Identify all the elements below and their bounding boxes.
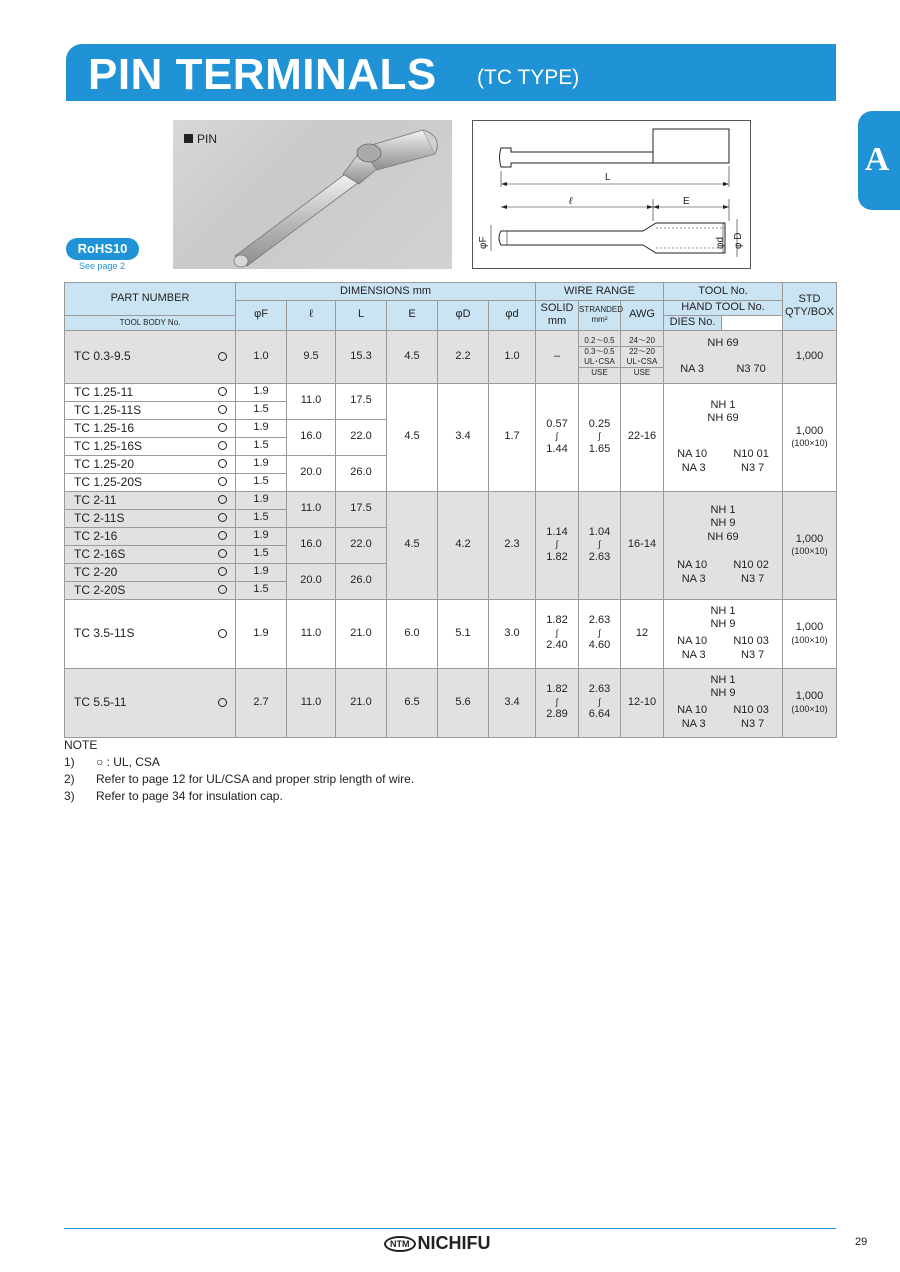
hand-tool: NH 9 xyxy=(710,618,736,631)
cell-E: 6.0 xyxy=(387,599,438,668)
hand-tool: NH 1 xyxy=(710,503,736,516)
note-number: 1) xyxy=(64,755,75,769)
part-number xyxy=(65,437,236,455)
stranded-min: 2.63 xyxy=(588,614,611,627)
tool-die-pair xyxy=(664,462,782,476)
cell-F: 1.0 xyxy=(236,330,287,383)
cell-F: 2.7 xyxy=(236,668,287,737)
header-dies: DIES No. xyxy=(664,315,722,330)
part-number-text: TC 2-16S xyxy=(74,546,126,561)
cell-tools xyxy=(664,491,783,599)
tool-body: NA 3 xyxy=(681,461,706,474)
header-phiD: φD xyxy=(438,301,489,331)
stranded-ul-range: 0.3〜0.5 xyxy=(579,346,620,357)
brand-name: NICHIFU xyxy=(417,1233,491,1253)
table-row xyxy=(65,668,837,737)
note-text: Refer to page 12 for UL/CSA and proper strip length of wire. xyxy=(96,772,415,786)
cell-qty xyxy=(783,668,837,737)
ul-csa-mark-icon xyxy=(218,459,227,468)
tool-body: NA 3 xyxy=(681,648,706,661)
header-stranded xyxy=(579,301,624,331)
solid-min: 1.82 xyxy=(546,614,568,627)
cell-qty xyxy=(783,491,837,599)
cell-E: 4.5 xyxy=(387,330,438,383)
cell-solid xyxy=(536,668,579,737)
note-text: ○ : UL, CSA xyxy=(96,755,160,769)
brand-mark: NTM xyxy=(384,1236,416,1252)
dim-d-label: φd xyxy=(715,236,726,249)
rohs-badge: RoHS10 xyxy=(66,238,139,260)
cell-l: 11.0 xyxy=(287,599,336,668)
header-solid xyxy=(536,301,579,331)
hand-tool: NH 1 xyxy=(710,398,736,411)
cell-F: 1.9 xyxy=(236,527,287,545)
dies: N10 02 xyxy=(733,558,769,571)
cell-F: 1.9 xyxy=(236,599,287,668)
cell-l: 20.0 xyxy=(287,455,336,491)
note-number: 2) xyxy=(64,772,75,786)
dim-F-label: φF xyxy=(478,236,489,249)
tool-die-pair xyxy=(664,573,782,587)
range-mark: ∫ xyxy=(555,431,559,442)
cell-stranded xyxy=(579,668,621,737)
part-number-text: TC 2-20S xyxy=(74,582,126,597)
cell-L: 15.3 xyxy=(336,330,387,383)
cell-tools xyxy=(664,668,783,737)
page-number: 29 xyxy=(855,1236,868,1248)
page-subtitle: (TC TYPE) xyxy=(477,66,580,89)
technical-drawing xyxy=(472,120,751,269)
cell-stranded xyxy=(579,599,621,668)
part-number xyxy=(65,581,236,599)
cell-d: 1.7 xyxy=(489,383,536,491)
cell-stranded xyxy=(579,330,621,383)
part-number xyxy=(65,668,236,737)
dies: N10 03 xyxy=(733,635,769,647)
cell-l: 16.0 xyxy=(287,419,336,455)
hand-tool: NH 9 xyxy=(710,517,736,530)
rohs-note[interactable]: See page 2 xyxy=(79,261,126,271)
part-number xyxy=(65,545,236,563)
part-number xyxy=(65,491,236,509)
cell-stranded xyxy=(579,383,621,491)
part-number-text: TC 1.25-20S xyxy=(74,474,143,489)
part-number xyxy=(65,563,236,581)
part-number xyxy=(65,330,236,383)
ul-csa-mark-icon xyxy=(218,387,227,396)
cell-F: 1.9 xyxy=(236,383,287,401)
cell-awg: 16-14 xyxy=(621,491,664,599)
awg-ul-label: UL･CSA xyxy=(626,356,658,366)
dies: N3 7 xyxy=(741,717,765,730)
cell-l: 20.0 xyxy=(287,563,336,599)
tool-body: NA 3 xyxy=(681,717,706,730)
cell-F: 1.5 xyxy=(236,437,287,455)
cell-solid xyxy=(536,383,579,491)
cell-d: 3.4 xyxy=(489,668,536,737)
dim-L-label: L xyxy=(605,172,611,183)
stranded-min: 1.04 xyxy=(588,525,611,538)
cell-D: 2.2 xyxy=(438,330,489,383)
part-number xyxy=(65,401,236,419)
dies: N3 7 xyxy=(741,461,765,474)
cell-qty xyxy=(783,599,837,668)
range-mark: ∫ xyxy=(555,696,559,707)
brand-logo xyxy=(384,1233,491,1254)
photo-label xyxy=(184,132,217,146)
tool-body: NA 10 xyxy=(677,704,708,716)
header-E: E xyxy=(387,301,438,331)
header-part-number: PART NUMBER xyxy=(65,283,236,316)
part-number-text: TC 1.25-16 xyxy=(74,420,135,435)
part-number-text: TC 3.5-11S xyxy=(74,626,135,640)
tool-die-pair xyxy=(664,363,782,377)
part-number-text: TC 1.25-16S xyxy=(74,438,143,453)
header-hand-tool: HAND TOOL No. xyxy=(664,301,783,316)
stranded-max: 4.60 xyxy=(588,639,611,652)
cell-D: 3.4 xyxy=(438,383,489,491)
header-l: ℓ xyxy=(287,301,336,331)
range-mark: ∫ xyxy=(598,539,601,550)
cell-solid: – xyxy=(536,330,579,383)
cell-L: 22.0 xyxy=(336,419,387,455)
tool-die-pair xyxy=(664,704,782,718)
part-number xyxy=(65,419,236,437)
cell-F: 1.5 xyxy=(236,401,287,419)
awg-use-label: USE xyxy=(621,367,663,378)
note-item xyxy=(64,754,414,771)
hand-tool: NH 69 xyxy=(707,412,739,425)
header-phiF: φF xyxy=(236,301,287,331)
cell-L: 26.0 xyxy=(336,563,387,599)
cell-E: 4.5 xyxy=(387,491,438,599)
cell-E: 4.5 xyxy=(387,383,438,491)
note-text: Refer to page 34 for insulation cap. xyxy=(96,789,283,803)
stranded-min: 0.25 xyxy=(588,417,611,430)
ul-csa-mark-icon xyxy=(218,477,227,486)
header-qty-box: QTY/BOX xyxy=(785,306,834,319)
dim-l-label: ℓ xyxy=(569,196,573,207)
cell-awg: 12-10 xyxy=(621,668,664,737)
notes xyxy=(64,737,414,805)
table-row xyxy=(65,330,837,383)
part-number xyxy=(65,509,236,527)
cell-D: 5.1 xyxy=(438,599,489,668)
cell-l: 11.0 xyxy=(287,668,336,737)
stranded-use-label: USE xyxy=(579,367,620,378)
cell-awg xyxy=(621,330,664,383)
header-solid-label: SOLID xyxy=(540,301,574,314)
hand-tool: NH 69 xyxy=(707,336,739,349)
cell-L: 17.5 xyxy=(336,491,387,527)
cell-qty: 1,000 xyxy=(783,330,837,383)
header-std-qty xyxy=(783,283,837,331)
dies: N3 70 xyxy=(736,362,766,375)
header-wire-range: WIRE RANGE xyxy=(536,283,664,301)
header-tool-body: TOOL BODY No. xyxy=(65,315,236,330)
notes-title: NOTE xyxy=(64,738,98,752)
ul-csa-mark-icon xyxy=(218,405,227,414)
cell-F: 1.9 xyxy=(236,563,287,581)
note-number: 3) xyxy=(64,789,75,803)
solid-min: 1.14 xyxy=(546,525,568,538)
part-number-text: TC 0.3-9.5 xyxy=(74,349,131,363)
cell-F: 1.5 xyxy=(236,545,287,563)
ul-csa-mark-icon xyxy=(218,698,227,707)
qty-pack: (100×10) xyxy=(791,546,828,557)
tool-die-pair xyxy=(664,559,782,573)
stranded-max: 6.64 xyxy=(588,708,611,721)
ul-csa-mark-icon xyxy=(218,495,227,504)
header-phid: φd xyxy=(489,301,536,331)
dim-E-label: E xyxy=(683,196,690,207)
cell-l: 11.0 xyxy=(287,491,336,527)
stranded-max: 1.65 xyxy=(588,442,611,455)
part-number-text: TC 2-20 xyxy=(74,564,118,579)
dies: N10 01 xyxy=(733,448,769,460)
cell-d: 3.0 xyxy=(489,599,536,668)
ul-csa-mark-icon xyxy=(218,531,227,540)
tool-body: NA 3 xyxy=(681,572,706,585)
hand-tool: NH 1 xyxy=(710,673,736,686)
part-number-text: TC 1.25-11 xyxy=(74,384,134,399)
cell-solid xyxy=(536,599,579,668)
ul-csa-mark-icon xyxy=(218,352,227,361)
ul-csa-mark-icon xyxy=(218,585,227,594)
cell-solid xyxy=(536,491,579,599)
part-number xyxy=(65,599,236,668)
tool-die-pair xyxy=(664,718,782,732)
qty: 1,000 xyxy=(795,532,824,545)
header-L: L xyxy=(336,301,387,331)
part-number xyxy=(65,527,236,545)
tool-die-pair xyxy=(664,448,782,462)
header-std: STD xyxy=(798,292,821,305)
header-dimensions: DIMENSIONS mm xyxy=(236,283,536,301)
section-tab-letter: A xyxy=(864,141,890,178)
cell-D: 5.6 xyxy=(438,668,489,737)
cell-L: 21.0 xyxy=(336,599,387,668)
cell-l: 11.0 xyxy=(287,383,336,419)
cell-F: 1.9 xyxy=(236,419,287,437)
tool-body: NA 10 xyxy=(677,558,708,571)
page-title: PIN TERMINALS xyxy=(88,50,437,99)
cell-awg: 22-16 xyxy=(621,383,664,491)
hand-tool: NH 69 xyxy=(707,531,739,544)
header-stranded-label: STRANDED xyxy=(579,305,624,315)
dies: N3 7 xyxy=(741,572,765,585)
part-number-text: TC 2-11S xyxy=(74,510,125,525)
tool-body: NA 10 xyxy=(677,448,708,460)
cell-F: 1.5 xyxy=(236,581,287,599)
cell-L: 26.0 xyxy=(336,455,387,491)
qty-pack: (100×10) xyxy=(791,703,828,714)
cell-L: 17.5 xyxy=(336,383,387,419)
cell-d: 2.3 xyxy=(489,491,536,599)
ul-csa-mark-icon xyxy=(218,441,227,450)
tool-body: NA 3 xyxy=(680,362,705,375)
cell-qty xyxy=(783,383,837,491)
hand-tool: NH 9 xyxy=(710,687,736,700)
solid-min: 1.82 xyxy=(546,683,568,696)
qty: 1,000 xyxy=(795,424,824,437)
hand-tool: NH 1 xyxy=(710,604,736,617)
solid-max: 2.89 xyxy=(546,708,568,721)
note-item xyxy=(64,771,414,788)
range-mark: ∫ xyxy=(598,627,601,638)
part-number xyxy=(65,455,236,473)
dimension-drawing xyxy=(473,121,750,268)
square-bullet-icon xyxy=(184,134,193,143)
cell-F: 1.5 xyxy=(236,509,287,527)
qty-pack: (100×10) xyxy=(791,438,828,449)
cell-awg: 12 xyxy=(621,599,664,668)
solid-max: 1.44 xyxy=(546,442,568,455)
stranded-min: 2.63 xyxy=(588,683,611,696)
header-stranded-unit: mm² xyxy=(591,315,608,325)
cell-D: 4.2 xyxy=(438,491,489,599)
ul-csa-mark-icon xyxy=(218,549,227,558)
cell-l: 16.0 xyxy=(287,527,336,563)
table-row xyxy=(65,491,837,509)
range-mark: ∫ xyxy=(598,431,601,442)
solid-max: 1.82 xyxy=(546,550,568,563)
cell-L: 21.0 xyxy=(336,668,387,737)
dies: N3 7 xyxy=(741,648,765,661)
solid-max: 2.40 xyxy=(546,639,568,652)
dies: N10 03 xyxy=(733,704,769,716)
solid-min: 0.57 xyxy=(546,417,568,430)
cell-F: 1.9 xyxy=(236,491,287,509)
ul-csa-mark-icon xyxy=(218,629,227,638)
awg-ul-range: 22〜20 xyxy=(621,346,663,357)
cell-F: 1.5 xyxy=(236,473,287,491)
stranded-range: 0.2〜0.5 xyxy=(584,335,615,345)
tool-die-pair xyxy=(664,635,782,649)
photo-label-text: PIN xyxy=(197,132,218,146)
part-number-text: TC 1.25-20 xyxy=(74,456,135,471)
cell-F: 1.9 xyxy=(236,455,287,473)
header-awg: AWG xyxy=(621,301,664,331)
range-mark: ∫ xyxy=(555,539,559,550)
awg-range: 24〜20 xyxy=(629,335,655,345)
cell-tools xyxy=(664,383,783,491)
cell-E: 6.5 xyxy=(387,668,438,737)
stranded-max: 2.63 xyxy=(588,550,611,563)
part-number-text: TC 1.25-11S xyxy=(74,402,142,417)
cell-L: 22.0 xyxy=(336,527,387,563)
part-number-text: TC 5.5-11 xyxy=(74,695,127,709)
tool-body: NA 10 xyxy=(677,635,708,647)
stranded-ul-label: UL･CSA xyxy=(584,356,615,366)
qty: 1,000 xyxy=(795,690,824,702)
cell-tools xyxy=(664,330,783,383)
part-number-text: TC 2-16 xyxy=(74,528,118,543)
ul-csa-mark-icon xyxy=(218,567,227,576)
cell-l: 9.5 xyxy=(287,330,336,383)
cell-stranded xyxy=(579,491,621,599)
qty-pack: (100×10) xyxy=(791,634,828,645)
part-number-text: TC 2-11 xyxy=(74,492,117,507)
spec-table xyxy=(64,282,837,738)
ul-csa-mark-icon xyxy=(218,423,227,432)
header-solid-unit: mm xyxy=(547,315,567,328)
tool-die-pair xyxy=(664,649,782,663)
range-mark: ∫ xyxy=(555,627,559,638)
note-item xyxy=(64,788,414,805)
cell-tools xyxy=(664,599,783,668)
ul-csa-mark-icon xyxy=(218,513,227,522)
range-mark: ∫ xyxy=(598,696,601,707)
part-number xyxy=(65,473,236,491)
dim-D-label: φ D xyxy=(733,232,744,249)
table-row xyxy=(65,599,837,668)
table-row xyxy=(65,383,837,401)
qty: 1,000 xyxy=(795,621,824,633)
part-number xyxy=(65,383,236,401)
header-tool-no: TOOL No. xyxy=(664,283,783,301)
cell-d: 1.0 xyxy=(489,330,536,383)
footer-divider xyxy=(64,1228,836,1229)
